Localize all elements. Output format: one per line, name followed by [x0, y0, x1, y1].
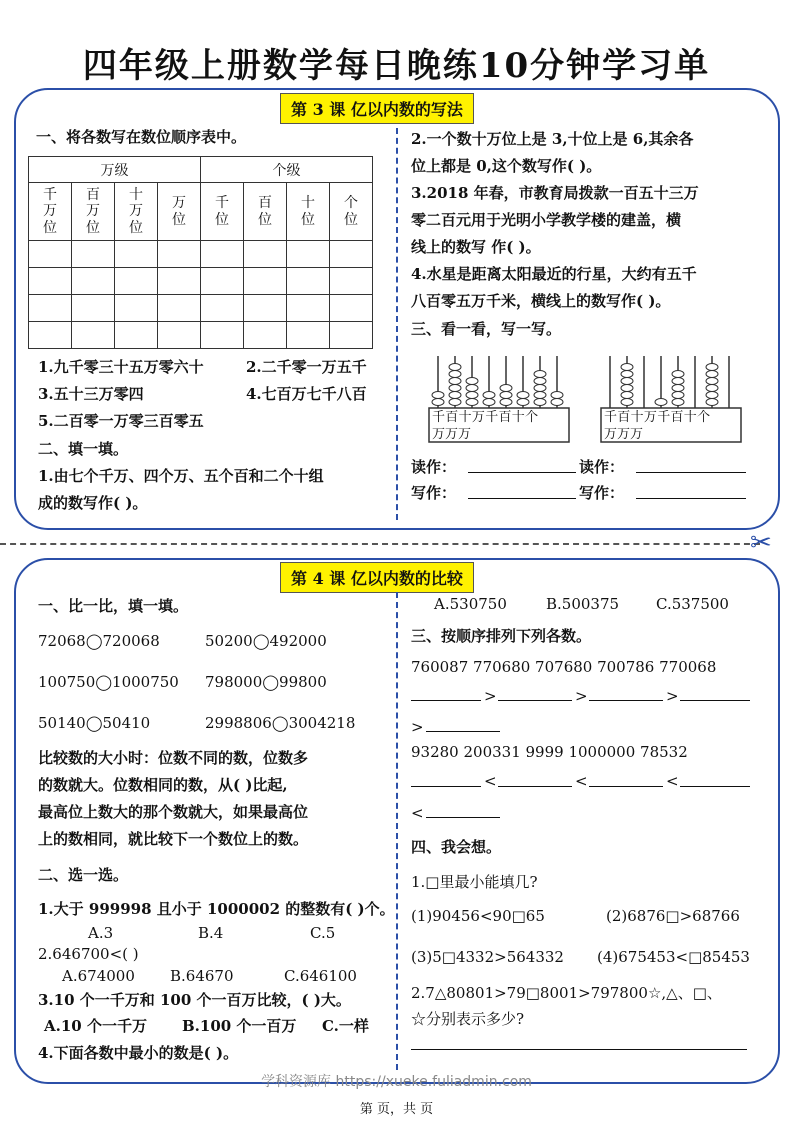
think-1-4: (4)675453<□85453: [597, 948, 750, 966]
choice-3-c[interactable]: C.一样: [322, 1017, 369, 1035]
seq1-blank-2[interactable]: [498, 700, 572, 701]
choice-2-c[interactable]: C.646100: [284, 967, 357, 985]
cmp-3: 100750◯1000750: [38, 673, 179, 691]
rule-3: 最高位上数大的那个数就大，如果最高位: [38, 803, 309, 821]
write-label-2: 写作：: [579, 484, 625, 502]
l3-q2: 2.一个数十万位上是 3,十位上是 6,其余各: [411, 130, 694, 148]
l4-section4: 四、我会想。: [411, 838, 502, 856]
choice-1: 1.大于 999998 且小于 1000002 的整数有( )个。: [38, 900, 395, 918]
group-ge: 个级: [201, 157, 373, 183]
l3-q3-cont2: 线上的数写 作( )。: [411, 238, 541, 256]
think-2-cont: ☆分别表示多少?: [411, 1010, 525, 1028]
read-label-1: 读作：: [411, 458, 457, 476]
read-answer-2[interactable]: [636, 472, 746, 473]
lt-sign: <: [484, 772, 497, 790]
think-2: 2.7△80801>79□8001>797800☆,△、□、: [411, 984, 722, 1002]
think-1-3: (3)5□4332>564332: [411, 948, 564, 966]
choice-1-c[interactable]: C.5: [310, 924, 336, 942]
l3-item-1: 1.九千零三十五万零六十: [38, 358, 204, 376]
rule-1: 比较数的大小时：位数不同的数，位数多: [38, 749, 309, 767]
gt-sign: >: [575, 687, 588, 705]
scissors-icon: ✂: [750, 528, 772, 558]
choice-4: 4.下面各数中最小的数是( )。: [38, 1044, 239, 1062]
rule-2: 的数就大。位数相同的数，从( )比起,: [38, 776, 288, 794]
table-row: [29, 241, 373, 268]
seq2-blank-2[interactable]: [498, 786, 572, 787]
l3-item-3: 3.五十三万零四: [38, 385, 144, 403]
col-header: 千 位: [201, 183, 244, 241]
read-answer-1[interactable]: [468, 472, 576, 473]
l3-q4: 4.水星是距离太阳最近的行星，大约有五千: [411, 265, 697, 283]
lt-sign: <: [411, 804, 424, 822]
think-1: 1.□里最小能填几?: [411, 873, 538, 891]
abacus-2-labels: 千百十万千百十个: [604, 410, 711, 425]
choice-3-a[interactable]: A.10 个一千万: [44, 1017, 147, 1035]
group-wan: 万级: [29, 157, 201, 183]
seq1-blank-4[interactable]: [680, 700, 750, 701]
lesson3-heading: 第 3 课 亿以内数的写法: [280, 93, 474, 124]
cut-line: [0, 543, 760, 545]
seq1-blank-1[interactable]: [411, 700, 481, 701]
choice-1-b[interactable]: B.4: [198, 924, 224, 942]
write-answer-1[interactable]: [468, 498, 576, 499]
col-header: 万 位: [158, 183, 201, 241]
gt-sign: >: [411, 718, 424, 736]
write-label-1: 写作：: [411, 484, 457, 502]
l3-q3: 3.2018 年春，市教育局拨款一百五十三万: [411, 184, 699, 202]
rule-4: 上的数相同，就比较下一个数位上的数。: [38, 830, 309, 848]
read-label-2: 读作：: [579, 458, 625, 476]
seq2-blank-5[interactable]: [426, 817, 500, 818]
lt-sign: <: [575, 772, 588, 790]
col-header: 十 万 位: [115, 183, 158, 241]
lesson4-heading: 第 4 课 亿以内数的比较: [280, 562, 474, 593]
seq2-blank-1[interactable]: [411, 786, 481, 787]
abacus-1-labels-2: 万万万: [432, 427, 472, 442]
choice-4-a[interactable]: A.530750: [434, 595, 507, 613]
col-header: 百 万 位: [72, 183, 115, 241]
think-1-1: (1)90456<90□65: [411, 907, 545, 925]
col-header: 个 位: [330, 183, 373, 241]
think-2-answer[interactable]: [411, 1049, 747, 1050]
choice-3-b[interactable]: B.100 个一百万: [182, 1017, 297, 1035]
seq1-blank-3[interactable]: [589, 700, 663, 701]
watermark-url: 学科资源库 https://xueke.fuliadmin.com: [261, 1074, 532, 1090]
seq2-blank-3[interactable]: [589, 786, 663, 787]
l3-q4-cont: 八百零五万千米，横线上的数写作( )。: [411, 292, 671, 310]
page-title: 四年级上册数学每日晚练10分钟学习单: [82, 46, 711, 86]
choice-2-a[interactable]: A.674000: [62, 967, 135, 985]
choice-1-a[interactable]: A.3: [88, 924, 114, 942]
l3-item-4: 4.七百万七千八百: [246, 385, 367, 403]
l3-section2: 二、填一填。: [38, 440, 129, 458]
choice-3: 3.10 个一千万和 100 个一百万比较，( )大。: [38, 991, 351, 1009]
lesson4-divider: [396, 592, 398, 1070]
lt-sign: <: [666, 772, 679, 790]
write-answer-2[interactable]: [636, 498, 746, 499]
think-1-2: (2)6876□>68766: [606, 907, 740, 925]
col-header: 十 位: [287, 183, 330, 241]
page-number: 第 页，共 页: [359, 1102, 434, 1117]
cmp-1: 72068◯720068: [38, 632, 160, 650]
table-row: [29, 322, 373, 349]
abacus-2-labels-2: 万万万: [604, 427, 644, 442]
l4-section3: 三、按顺序排列下列各数。: [411, 627, 592, 645]
cmp-6: 2998806◯3004218: [205, 714, 356, 732]
l3-item-5: 5.二百零一万零三百零五: [38, 412, 204, 430]
l3-q3-cont: 零二百元用于光明小学教学楼的建盖，横: [411, 211, 682, 229]
l4-section2: 二、选一选。: [38, 866, 129, 884]
l3-item-2: 2.二千零一万五千: [246, 358, 367, 376]
choice-2-b[interactable]: B.64670: [170, 967, 234, 985]
l4-section1: 一、比一比，填一填。: [38, 597, 189, 615]
l3-q1-cont: 成的数写作( )。: [38, 494, 148, 512]
cmp-4: 798000◯99800: [205, 673, 327, 691]
lesson3-divider: [396, 128, 398, 520]
choice-2: 2.646700<( ): [38, 945, 139, 963]
abacus-1-labels: 千百十万千百十个: [432, 410, 539, 425]
l3-section1: 一、将各数写在数位顺序表中。: [36, 128, 247, 146]
choice-4-b[interactable]: B.500375: [546, 595, 620, 613]
sequence-2: 93280 200331 9999 1000000 78532: [411, 743, 688, 761]
gt-sign: >: [484, 687, 497, 705]
l3-q2-cont: 位上都是 0,这个数写作( )。: [411, 157, 602, 175]
cmp-2: 50200◯492000: [205, 632, 327, 650]
col-header: 百 位: [244, 183, 287, 241]
seq1-blank-5[interactable]: [426, 731, 500, 732]
table-row: [29, 295, 373, 322]
choice-4-c[interactable]: C.537500: [656, 595, 729, 613]
gt-sign: >: [666, 687, 679, 705]
table-row: [29, 268, 373, 295]
l3-q1: 1.由七个千万、四个万、五个百和二个十组: [38, 467, 324, 485]
place-value-table: [28, 156, 373, 349]
seq2-blank-4[interactable]: [680, 786, 750, 787]
sequence-1: 760087 770680 707680 700786 770068: [411, 658, 717, 676]
cmp-5: 50140◯50410: [38, 714, 151, 732]
col-header: 千 万 位: [29, 183, 72, 241]
l3-section3: 三、看一看，写一写。: [411, 320, 562, 338]
